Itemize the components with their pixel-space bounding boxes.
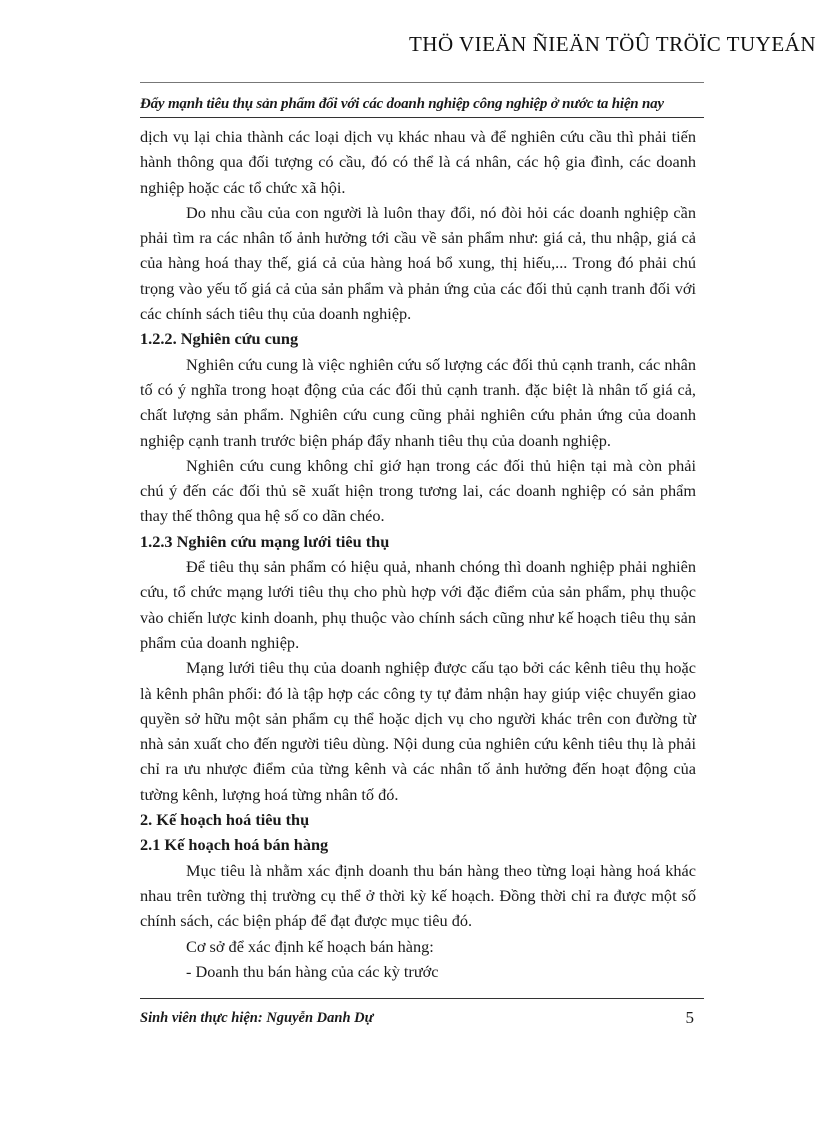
section-heading-1-2-3: 1.2.3 Nghiên cứu mạng lưới tiêu thụ (140, 531, 390, 551)
paragraph: Nghiên cứu cung không chỉ giớ hạn trong các đối thủ hiện tại mà còn phải chú ý đến các đối thủ sẽ xuất hiện trong tương lai, các doanh nghiệp có sản phẩm thay thế thông qua hệ số co dãn chéo. (140, 455, 696, 526)
section-heading-2: 2. Kế hoạch hoá tiêu thụ (140, 810, 310, 830)
paragraph: Mục tiêu là nhằm xác định doanh thu bán hàng theo từng loại hàng hoá khác nhau trên tường thị trường cụ thể ở thời kỳ kế hoạch. Đồng thời chỉ ra được một số chính sách, các biện pháp để đạt được mục tiêu đó. (140, 860, 696, 931)
library-watermark: THÖ VIEÄN ÑIEÄN TÖÛ TRÖÏC TUYEÁN (408, 32, 816, 56)
footer-divider (140, 998, 704, 999)
section-heading-1-2-2: 1.2.2. Nghiên cứu cung (140, 329, 299, 349)
footer-author: Sinh viên thực hiện: Nguyễn Danh Dự (140, 1010, 374, 1026)
page-body (140, 124, 696, 984)
paragraph: Cơ sở để xác định kế hoạch bán hàng: (186, 936, 434, 956)
running-head: Đẩy mạnh tiêu thụ sản phẩm đối với các doanh nghiệp công nghiệp ở nước ta hiện nay (140, 96, 704, 118)
paragraph: Nghiên cứu cung là việc nghiên cứu số lượng các đối thủ cạnh tranh, các nhân tố có ý nghĩa trong hoạt động của các đối thủ cạnh tranh. đặc biệt là nhân tố giá cả, chất lượng sản phẩm. Nghiên cứu cung cũng phải nghiên cứu phản ứng của doanh nghiệp cạnh tranh trước biện pháp đẩy nhanh tiêu thụ của doanh nghiệp. (140, 354, 696, 450)
paragraph: dịch vụ lại chia thành các loại dịch vụ khác nhau và để nghiên cứu cầu thì phải tiến hành thông qua đối tượng có cầu, đó có thể là cá nhân, các hộ gia đình, các doanh nghiệp hoặc các tổ chức xã hội. (140, 127, 696, 197)
paragraph: Mạng lưới tiêu thụ của doanh nghiệp được cấu tạo bởi các kênh tiêu thụ hoặc là kênh phân phối: đó là tập hợp các công ty tự đảm nhận hay giúp việc chuyển giao quyền sở hữu một sản phẩm cụ thể hoặc dịch vụ cho người khác trên con đường từ nhà sản xuất cho đến người tiêu dùng. Nội dung của nghiên cứu kênh tiêu thụ là phải chỉ ra ưu nhược điểm của từng kênh và các nhân tố ảnh hưởng đến hoạt động của tường kênh, lượng hoá từng nhân tố đó. (140, 658, 696, 804)
list-item: - Doanh thu bán hàng của các kỳ trước (186, 961, 439, 981)
paragraph: Để tiêu thụ sản phẩm có hiệu quả, nhanh chóng thì doanh nghiệp phải nghiên cứu, tổ chức mạng lưới tiêu thụ cho phù hợp với đặc điểm của sản phẩm, phụ thuộc vào chiến lược kinh doanh, phụ thuộc vào chính sách cũng như kế hoạch tiêu thụ sản phẩm của doanh nghiệp. (140, 557, 696, 652)
header-divider (140, 82, 704, 83)
paragraph: Do nhu cầu của con người là luôn thay đổi, nó đòi hỏi các doanh nghiệp cần phải tìm ra các nhân tố ảnh hưởng tới cầu về sản phẩm như: giá cả, thu nhập, giá cả của hàng hoá thay thế, giá cả của hàng hoá bổ xung, thị hiếu,... Trong đó phải chú trọng vào yếu tố giá cả của sản phẩm và phản ứng của các đối thủ cạnh tranh đối với các chính sách tiêu thụ của doanh nghiệp. (140, 202, 696, 324)
section-heading-2-1: 2.1 Kế hoạch hoá bán hàng (140, 835, 329, 855)
page-number: 5 (685, 1008, 694, 1027)
